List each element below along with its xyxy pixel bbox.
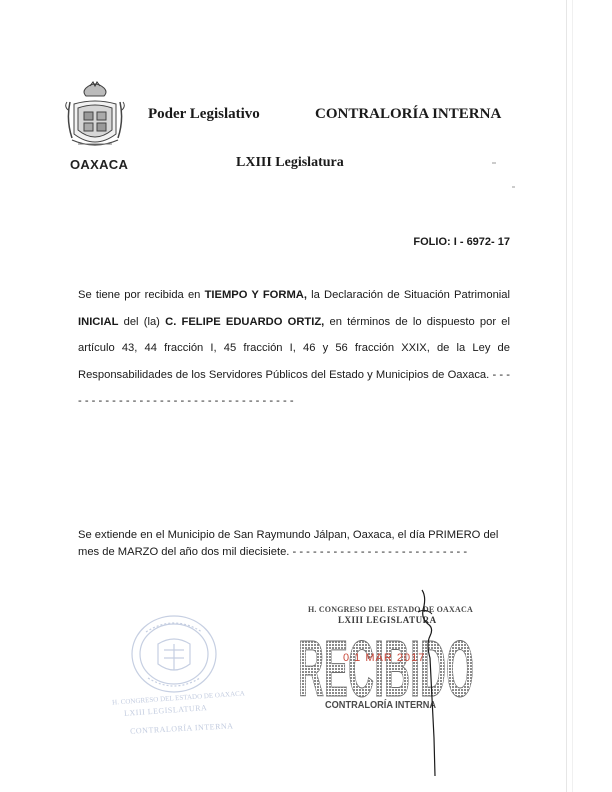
paragraph-emphasis: TIEMPO Y FORMA, [204,289,307,301]
declarant-name: C. FELIPE EDUARDO ORTIZ, [165,315,325,328]
handwritten-signature [400,588,460,778]
paragraph-text: del (la) [118,315,166,328]
paragraph-text: la Declaración de Situación Patrimonial [306,289,510,301]
faded-stamp-congress: H. CONGRESO DEL ESTADO DE OAXACA [111,689,246,707]
stamp-congress-line: H. CONGRESO DEL ESTADO DE OAXACA [308,605,473,614]
branch-title: Poder Legislativo [148,106,260,122]
page-edge-line [572,0,573,792]
stamp-date: 0 1 MAR 2017 [343,652,426,664]
faded-stamp-legislature: LXIII LEGISLATURA [123,703,208,718]
oaxaca-coat-of-arms-icon [64,80,126,152]
state-name-label: OAXACA [70,157,129,172]
stamp-legislature-line: LXIII LEGISLATURA [338,615,437,625]
paragraph-text: en términos de lo dispuesto por el artículo 43, 44 fracción I, 45 fracción I, 46 y 56 fracción XXIX, de la Ley de Responsabilidades de los Servidores Públicos del Estado y Municipios de Oaxaca. - - - - - - - - - - - - - - - - - - - - - - - - - - - - - - - - - - - [78,315,510,407]
received-stamp-word: RECIBIDO [298,624,474,706]
faded-stamp-office: CONTRALORÍA INTERNA [129,721,234,736]
office-title: CONTRALORÍA INTERNA [315,106,502,122]
page-edge-line [566,0,567,792]
paragraph-emphasis: INICIAL [78,315,119,328]
folio-number: FOLIO: I - 6972- 17 [413,236,510,248]
scan-speck [492,162,496,164]
official-seal-icon [126,610,222,698]
closing-paragraph: Se extiende en el Municipio de San Raymundo Jálpan, Oaxaca, el día PRIMERO del mes de MARZO del año dos mil diecisiete. - - - - - - - - - - - - - - - - - - - - - - - - - - [78,529,499,558]
paragraph-text: Se tiene por recibida en [78,289,205,301]
legislature-title: LXIII Legislatura [236,155,344,170]
declaration-paragraph [78,282,510,415]
scan-speck [512,186,515,188]
stamp-office-line: CONTRALORÍA INTERNA [325,700,437,711]
